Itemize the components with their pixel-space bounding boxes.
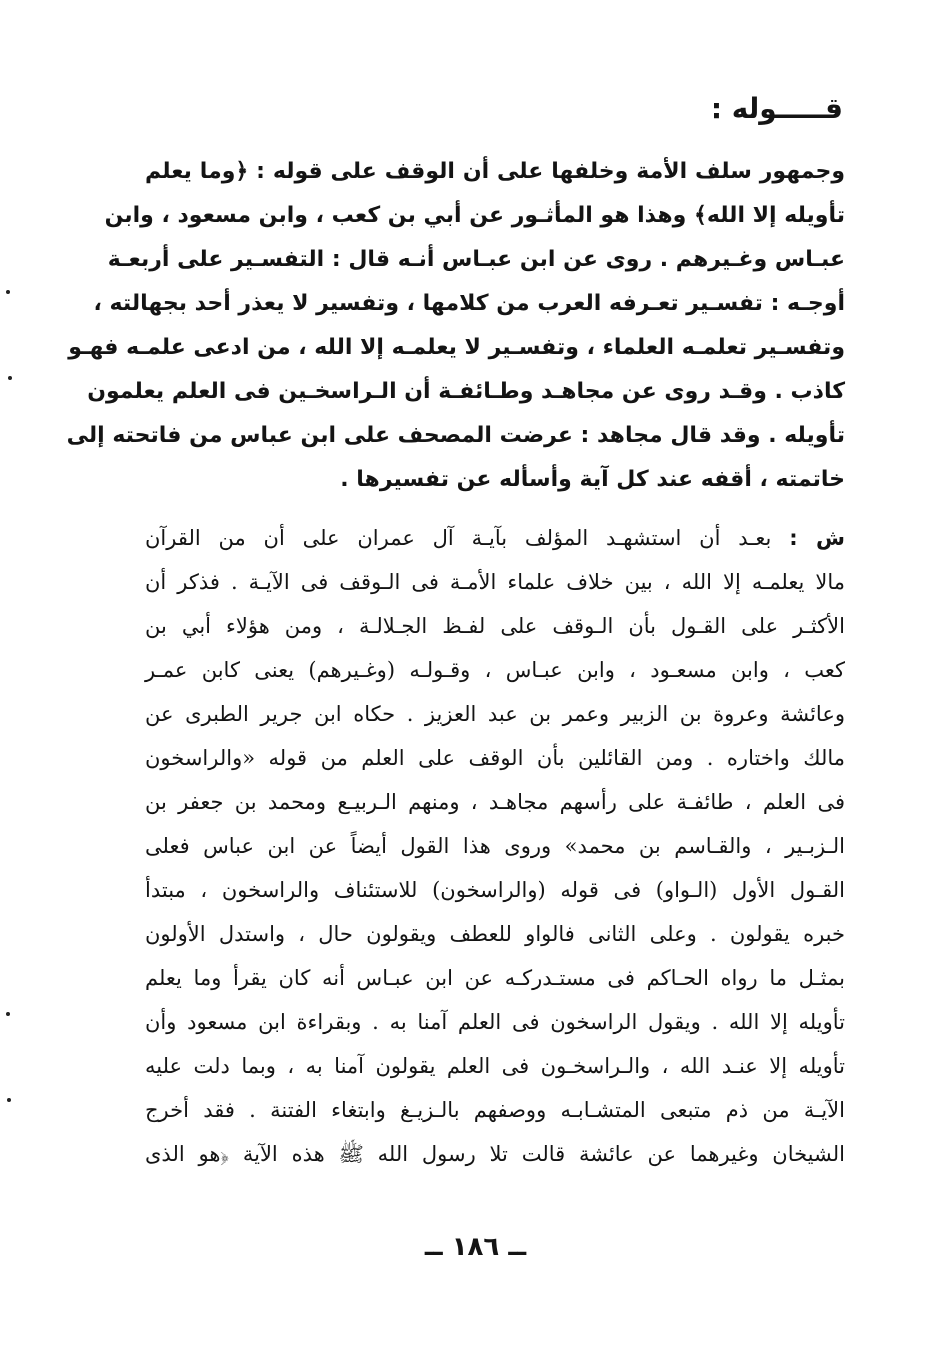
commentary-line: خبره يقولون . وعلى الثانى فالواو للعطف ويقولون حال ، واستدل الأولون [145,922,845,946]
commentary-line: وعائشة وعروة بن الزبير وعمر بن عبد العزيز . حكاه ابن جرير الطبرى عن [145,702,845,726]
quote-line: تأويله . وقد قال مجاهد : عرضت المصحف على ابن عباس من فاتحته إلى [66,423,845,448]
commentary-block [145,516,845,1184]
commentary-line: مالك واختاره . ومن القائلين بأن الوقف على العلم من قوله «والراسخون [145,746,845,770]
scan-speck [6,290,10,294]
section-heading: قـــــوله : [710,92,843,125]
page-number: ــ ١٨٦ ــ [424,1232,527,1262]
quoted-text-block [66,150,845,502]
commentary-line [145,516,845,560]
quote-line: عبـاس وغـيرهم . روى عن ابن عبـاس أنـه قال : التفسـير على أربعـة [107,247,845,272]
scan-speck [6,1012,10,1016]
quote-line: كاذب . وقـد روى عن مجاهـد وطـائفـة أن الـراسخـين فى العلم يعلمون [87,379,845,404]
quote-line: وجمهور سلف الأمة وخلفها على أن الوقف على قوله : ﴿وما يعلم [145,159,845,184]
commentary-line: الأكثـر على القـول بأن الـوقف على لفـظ الجـلالـة ، ومن هؤلاء أبي بن [145,614,845,638]
commentary-line: تأويله إلا عنـد الله ، والـراسخـون فى العلم يقولون آمنا به ، وبما دلت عليه [145,1054,845,1078]
commentary-line: الآيـة من ذم متبعى المتشـابـه ووصفهم بالـزيـغ وابتغاء الفتنة . فقد أخرج [145,1098,845,1122]
commentary-first-text: بعـد أن استشهـد المؤلف بآيـة آل عمران على أن من القرآن [145,526,772,550]
quote-line: أوجـه : تفسـير تعـرفه العرب من كلامها ، وتفسير لا يعذر أحد بجهالته ، [93,291,845,316]
commentary-line: بمثـل ما رواه الحـاكم فى مستـدركـه عن ابن عبـاس أنه كان يقرأ وما يعلم [145,966,845,990]
commentary-line: تأويله إلا الله . ويقول الراسخون فى العلم آمنا به . وبقراءة ابن مسعود وأن [145,1010,845,1034]
scan-speck [7,1098,11,1102]
quote-line: خاتمته ، أقفه عند كل آية وأسأله عن تفسيرها . [340,467,845,492]
scan-speck [8,376,12,380]
quote-line: تأويله إلا الله﴾ وهذا هو المأثـور عن أبي بن كعب ، وابن مسعود ، وابن [104,203,845,228]
commentary-line: فى العلم ، طائفـة على رأسهم مجاهـد ، ومنهم الـربيـع ومحمد بن جعفر بن [145,790,845,814]
commentary-line: مالا يعلمـه إلا الله ، بين خلاف علماء الأمـة فى الـوقف فى الآيـة . فذكر أن [145,570,845,594]
commentary-line: الـزبـير ، والقـاسم بن محمد» وروى هذا القول أيضاً عن ابن عباس فعلى [145,834,845,858]
sharh-label: ش : [789,526,846,550]
commentary-line: كعب ، وابن مسعـود ، وابن عبـاس ، وقـولـه (وغـيرهم) يعنى كابن عمـر [145,658,845,682]
commentary-line: القـول الأول (الـواو) فى قوله (والراسخون) للاستئناف والراسخون ، مبتدأ [145,878,845,902]
quote-line: وتفسـير تعلمـه العلماء ، وتفسـير لا يعلمـه إلا الله ، من ادعى علمـه فهـو [68,335,845,360]
commentary-line: الشيخان وغيرهما عن عائشة قالت تلا رسول الله ﷺ هذه الآية ﴿هو الذى [145,1142,845,1166]
